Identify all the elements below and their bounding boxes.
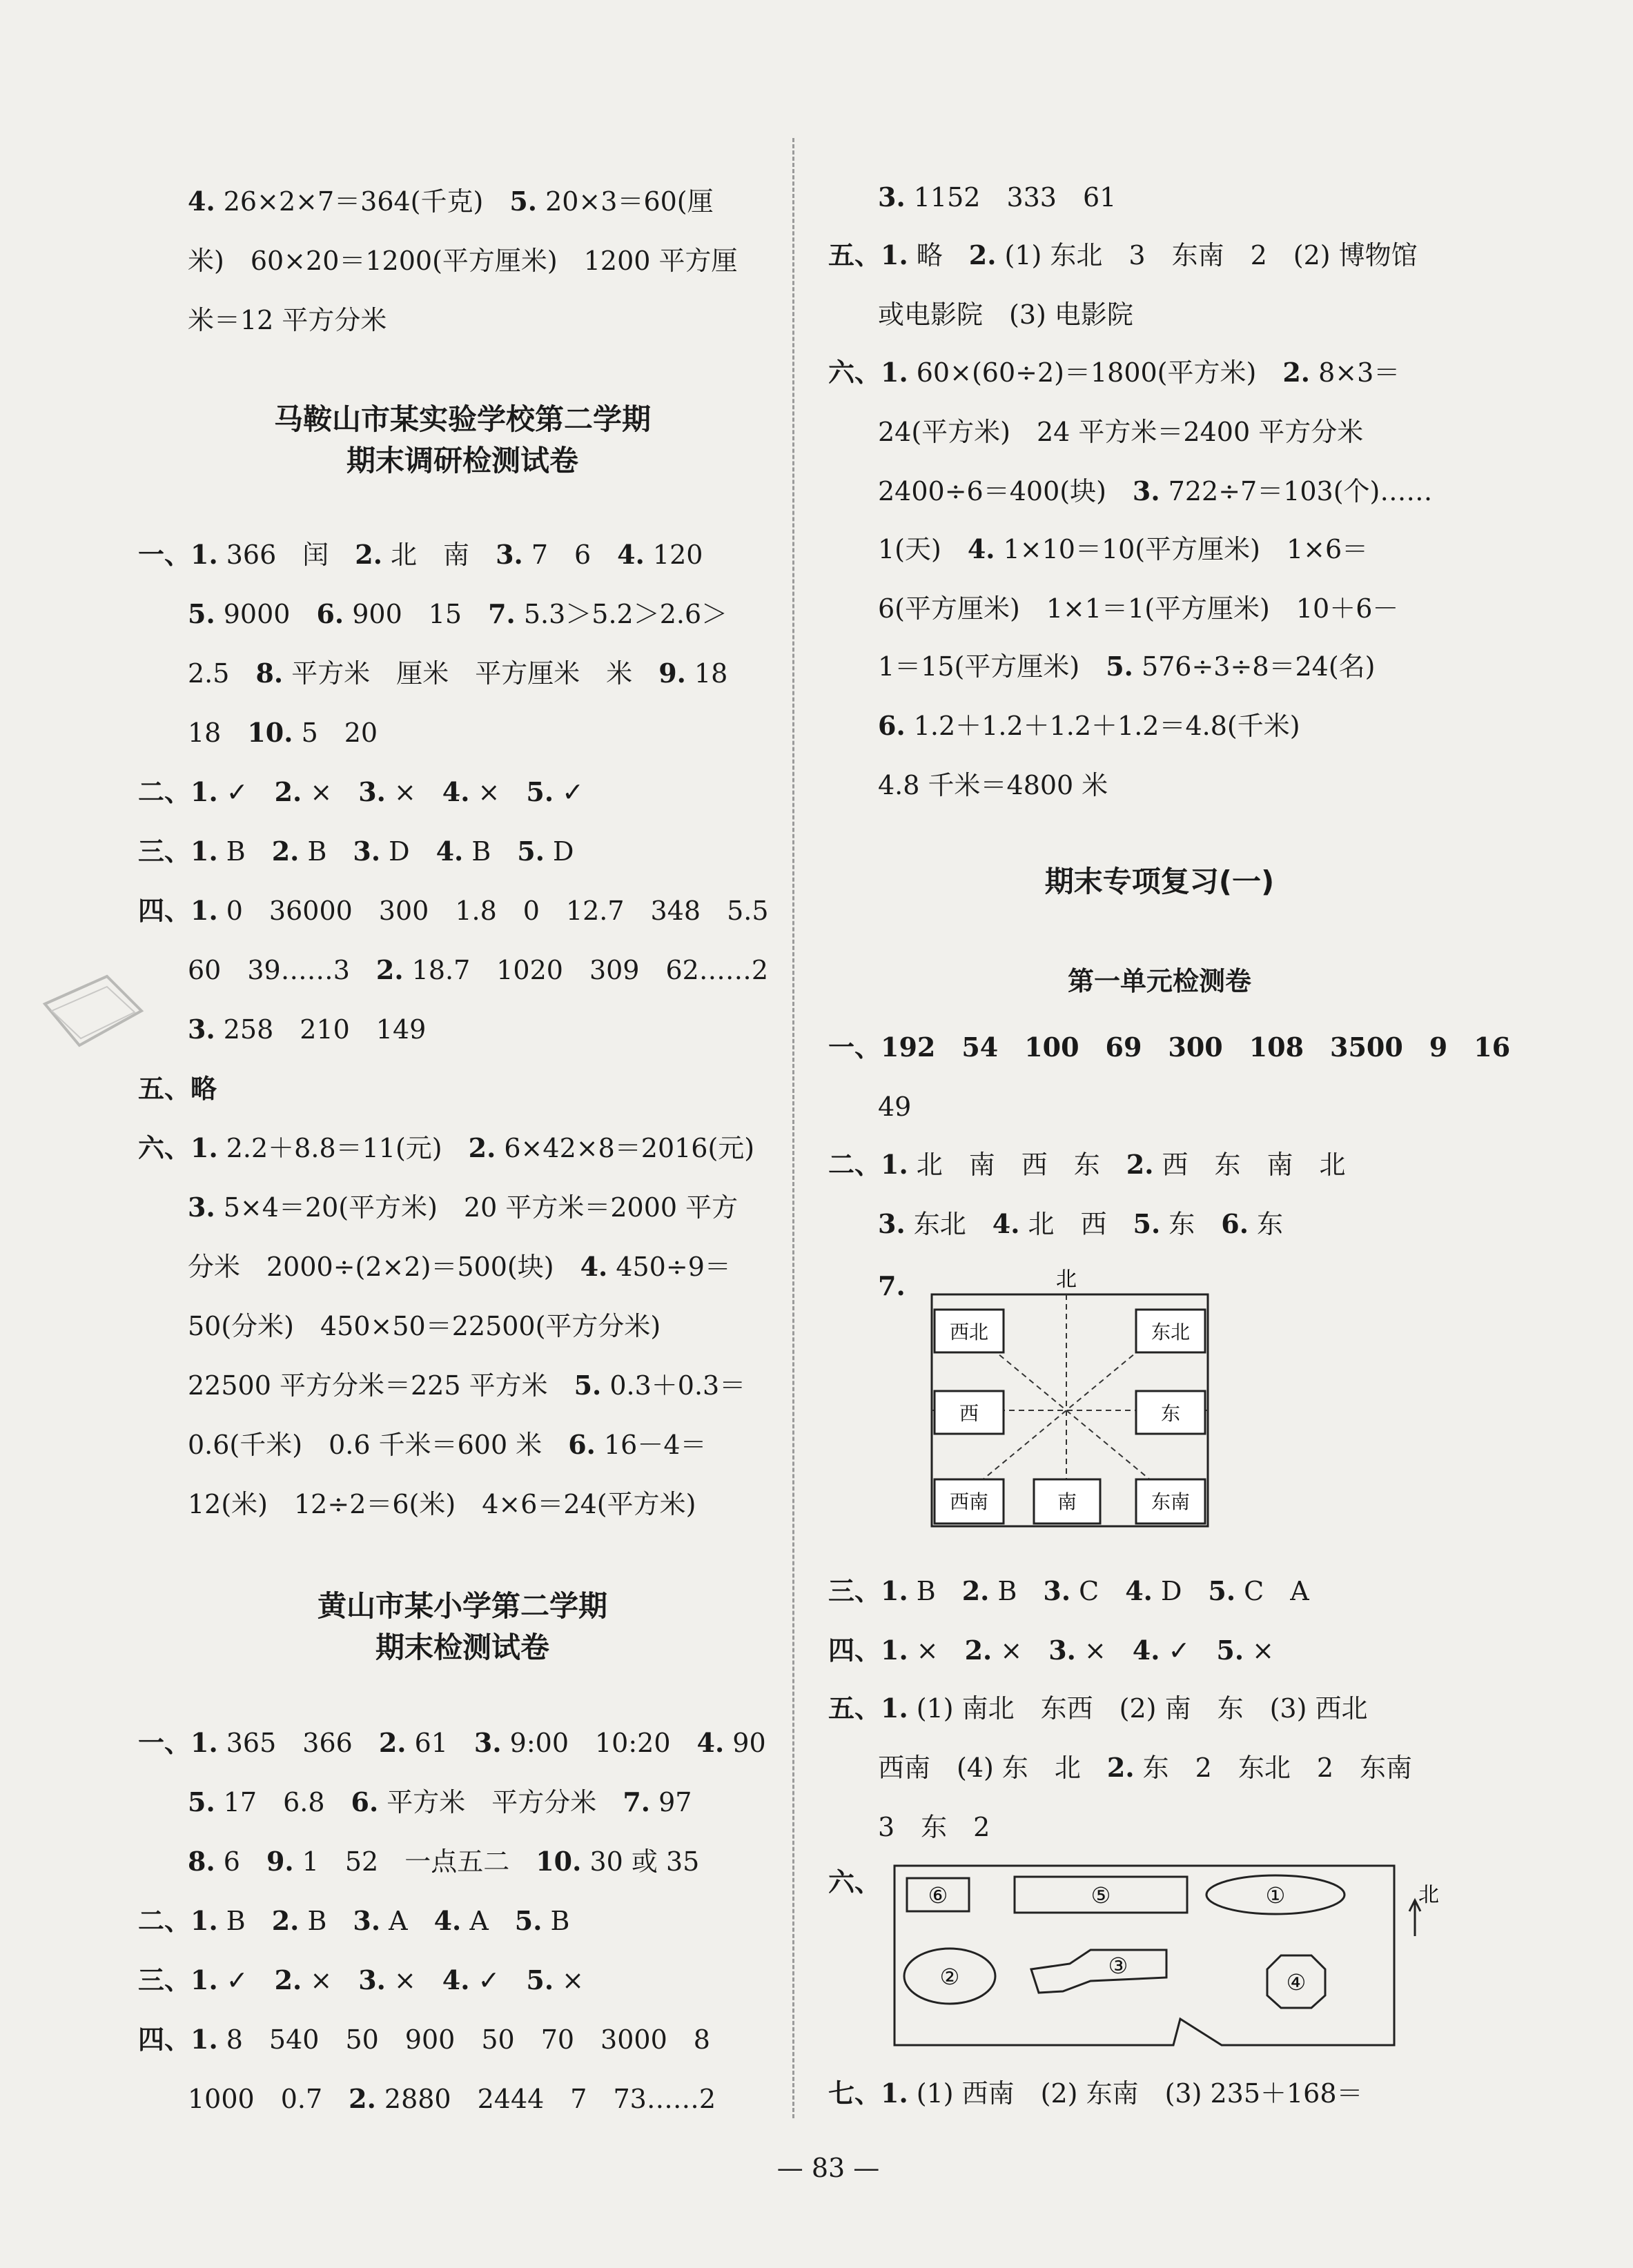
answer-line: 6. 1.2＋1.2＋1.2＋1.2＝4.8(千米) [878,710,1300,741]
answer-line: 一、192 54 100 69 300 108 3500 9 16 [828,1032,1511,1063]
answer-line: 米) 60×20＝1200(平方厘米) 1200 平方厘 [188,246,738,276]
answer-line: 5. 9000 6. 900 15 7. 5.3＞5.2＞2.6＞ [188,598,728,629]
answer-line: 三、1. B 2. B 3. C 4. D 5. C A [828,1575,1309,1606]
map-label-4: ④ [1286,1969,1307,1995]
stamp-icon [31,963,148,1069]
map-label-3: ③ [1108,1953,1128,1979]
test-title: 黄山市某小学第二学期 [317,1589,607,1623]
answer-line: 分米 2000÷(2×2)＝500(块) 4. 450÷9＝ [188,1251,731,1282]
map-label-5: ⑤ [1091,1882,1111,1909]
compass-diagram [925,1263,1215,1539]
compass-ne-text: 东北 [1151,1321,1191,1343]
answer-line: 2.5 8. 平方米 厘米 平方厘米 米 9. 18 [188,658,728,689]
answer-line: 五、1. 略 2. (1) 东北 3 东南 2 (2) 博物馆 [828,239,1418,270]
compass-nw-text: 西北 [949,1321,989,1343]
answer-line: 2400÷6＝400(块) 3. 722÷7＝103(个)…… [878,475,1433,506]
answer-line: 二、1. ✓ 2. × 3. × 4. × 5. ✓ [138,776,584,807]
answer-line: 4. 26×2×7＝364(千克) 5. 20×3＝60(厘 [188,186,714,217]
answer-line: 3. 东北 4. 北 西 5. 东 6. 东 [878,1208,1284,1239]
answer-line: 米＝12 平方分米 [188,305,387,335]
answer-line: 4.8 千米＝4800 米 [878,770,1108,800]
answer-line: 8. 6 9. 1 52 一点五二 10. 30 或 35 [188,1846,700,1877]
answer-line: 六、1. 2.2＋8.8＝11(元) 2. 6×42×8＝2016(元) [138,1132,755,1163]
answer-line: 二、1. 北 南 西 东 2. 西 东 南 北 [828,1149,1346,1180]
test-subtitle: 期末调研检测试卷 [346,444,578,477]
compass-sw-text: 西南 [949,1490,989,1513]
section-title: 期末专项复习(一) [1044,865,1275,898]
answer-line: 22500 平方分米＝225 平方米 5. 0.3＋0.3＝ [188,1370,746,1401]
answer-line: 1＝15(平方厘米) 5. 576÷3÷8＝24(名) [878,651,1376,682]
answer-line: 四、1. × 2. × 3. × 4. ✓ 5. × [828,1635,1274,1666]
map-label-6: ⑥ [928,1882,948,1909]
compass-s-text: 南 [1057,1490,1077,1513]
unit-title: 第一单元检测卷 [1067,966,1251,996]
answer-line: 六、1. 60×(60÷2)＝1800(平方米) 2. 8×3＝ [828,357,1400,388]
answer-line: 3. 1152 333 61 [878,181,1117,213]
answer-line: 五、略 [138,1073,217,1104]
map-label-2: ② [939,1964,960,1990]
answer-line: 3 东 2 [878,1812,990,1842]
compass-e-text: 东 [1160,1402,1181,1425]
answer-line: 5. 17 6.8 6. 平方米 平方分米 7. 97 [188,1786,692,1817]
compass-north-label: 北 [1056,1268,1077,1292]
test-title: 马鞍山市某实验学校第二学期 [273,402,651,436]
answer-line: 一、1. 366 闰 2. 北 南 3. 7 6 4. 120 [138,539,703,570]
map-label-1: ① [1265,1882,1286,1909]
answer-line: 18 10. 5 20 [188,717,378,748]
answer-line: 一、1. 365 366 2. 61 3. 9:00 10:20 4. 90 [138,1727,766,1758]
map-diagram [883,1860,1491,2067]
question-label: 六、 [828,1866,881,1897]
answer-line: 三、1. ✓ 2. × 3. × 4. ✓ 5. × [138,1964,584,1995]
question-label: 7. [878,1270,906,1301]
compass-w-text: 西 [959,1402,979,1425]
answer-line: 七、1. (1) 西南 (2) 东南 (3) 235＋168＝ [828,2078,1363,2109]
answer-line: 0.6(千米) 0.6 千米＝600 米 6. 16－4＝ [188,1429,707,1460]
column-divider [792,138,794,2118]
answer-line: 或电影院 (3) 电影院 [878,299,1133,330]
map-north-label: 北 [1418,1883,1439,1907]
answer-line: 五、1. (1) 南北 东西 (2) 南 东 (3) 西北 [828,1693,1368,1724]
answer-line: 1000 0.7 2. 2880 2444 7 73……2 [188,2083,716,2114]
answer-line: 3. 258 210 149 [188,1014,427,1045]
answer-line: 二、1. B 2. B 3. A 4. A 5. B [138,1905,570,1936]
test-subtitle: 期末检测试卷 [375,1630,549,1664]
answer-line: 50(分米) 450×50＝22500(平方分米) [188,1311,661,1341]
answer-line: 3. 5×4＝20(平方米) 20 平方米＝2000 平方 [188,1192,739,1223]
answer-line: 24(平方米) 24 平方米＝2400 平方分米 [878,417,1364,447]
page-number: — 83 — [776,2153,880,2183]
map-building-3 [1031,1950,1166,1993]
answer-line: 12(米) 12÷2＝6(米) 4×6＝24(平方米) [188,1489,696,1519]
compass-se-text: 东南 [1151,1490,1191,1513]
answer-line: 49 [878,1092,912,1122]
answer-line: 三、1. B 2. B 3. D 4. B 5. D [138,836,574,867]
answer-line: 四、1. 8 540 50 900 50 70 3000 8 [138,2024,710,2055]
answer-line: 6(平方厘米) 1×1＝1(平方厘米) 10＋6－ [878,593,1399,624]
answer-line: 四、1. 0 36000 300 1.8 0 12.7 348 5.5 [138,895,769,926]
answer-line: 60 39……3 2. 18.7 1020 309 62……2 [188,954,769,985]
answer-line: 1(天) 4. 1×10＝10(平方厘米) 1×6＝ [878,533,1369,564]
answer-line: 西南 (4) 东 北 2. 东 2 东北 2 东南 [878,1752,1413,1783]
